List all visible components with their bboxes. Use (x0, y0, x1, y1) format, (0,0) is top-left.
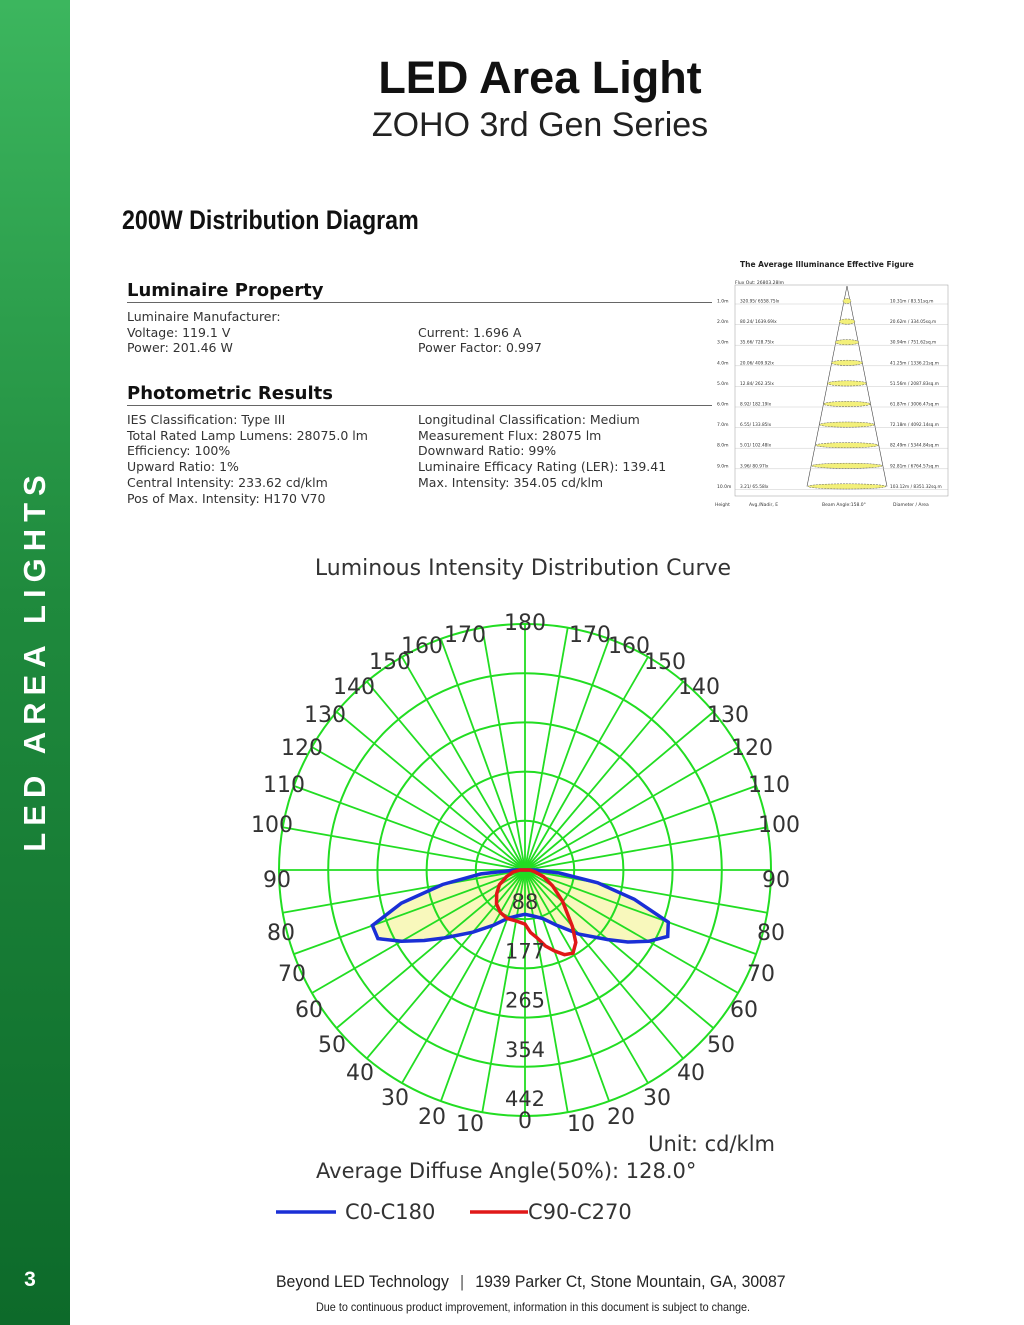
sidebar-title: LED AREA LIGHTS (17, 468, 52, 852)
illuminance-ellipse (839, 319, 855, 324)
result-line: Measurement Flux: 28075 lm (418, 427, 602, 443)
property-line (418, 309, 718, 325)
illuminance-title: The Average Illuminance Effective Figure (740, 260, 914, 269)
luminaire-property-heading: Luminaire Property (127, 280, 712, 303)
angle-label-right: 60 (730, 998, 758, 1023)
illuminance-diameter: 72.18m / 4092.14sq.m (890, 423, 939, 429)
illuminance-avg: 35.66/ 728.75lx (740, 340, 774, 346)
illuminance-ellipse (820, 422, 875, 427)
section-heading: 200W Distribution Diagram (122, 205, 419, 235)
illuminance-avg: 5.01/ 102.48lx (740, 443, 772, 449)
property-line: Current: 1.696 A (418, 324, 522, 340)
illuminance-height: 6.0m (717, 402, 729, 408)
page-subtitle: ZOHO 3rd Gen Series (371, 106, 709, 144)
distribution-curve-svg (250, 548, 810, 1238)
property-line: Power Factor: 0.997 (418, 340, 542, 356)
result-line: Total Rated Lamp Lumens: 28075.0 lm (127, 427, 368, 443)
angle-label-left: 40 (346, 1061, 374, 1086)
luminaire-property-table (127, 309, 712, 359)
illuminance-avg: 6.55/ 133.85lx (740, 423, 772, 429)
property-line: Power: 201.46 W (127, 340, 233, 356)
curve-title: Luminous Intensity Distribution Curve (314, 556, 732, 581)
angle-label-left: 170 (444, 623, 486, 648)
angle-label-left: 70 (278, 962, 306, 987)
illuminance-footer-beam: Beam Angle:158.0° (822, 503, 866, 508)
illuminance-height: 4.0m (717, 361, 729, 367)
angle-label-right: 40 (677, 1061, 705, 1086)
illuminance-ellipse (835, 340, 859, 345)
angle-label-right: 120 (731, 736, 773, 761)
illuminance-footer-height: Height (715, 503, 730, 508)
result-line: Luminaire Efficacy Rating (LER): 139.41 (418, 459, 667, 475)
illuminance-rows (717, 285, 948, 496)
illuminance-ellipse (827, 381, 866, 386)
angle-label-left: 150 (369, 650, 411, 675)
angle-label-right: 10 (567, 1112, 595, 1137)
illuminance-height: 8.0m (717, 443, 729, 449)
angle-label-left: 130 (304, 703, 346, 728)
illuminance-figure-svg (705, 258, 955, 512)
illuminance-height: 7.0m (717, 423, 729, 429)
illuminance-avg: 3.21/ 65.58lx (740, 484, 769, 490)
photometric-results-heading: Photometric Results (127, 383, 712, 406)
properties-panel (127, 280, 712, 508)
unit-label: Unit: cd/klm (648, 1132, 775, 1156)
legend-label-c0: C0-C180 (345, 1200, 436, 1224)
illuminance-flux: Flux Out: 26803.28lm (735, 281, 784, 286)
illuminance-height: 10.0m (717, 484, 732, 490)
ring-value-label: 265 (504, 988, 546, 1013)
result-line: Downward Ratio: 99% (418, 443, 557, 459)
angle-label-left: 80 (267, 921, 295, 946)
result-line: IES Classification: Type III (127, 412, 286, 427)
illuminance-avg: 3.96/ 80.97lx (740, 464, 769, 470)
illuminance-height: 3.0m (717, 340, 729, 346)
angle-label-left: 10 (456, 1112, 484, 1137)
illuminance-avg: 12.84/ 262.35lx (740, 381, 774, 387)
illuminance-footer-avg: Avg./Nadir, E (749, 503, 779, 508)
illuminance-height: 2.0m (717, 320, 729, 326)
result-line: Pos of Max. Intensity: H170 V70 (127, 490, 326, 506)
illuminance-ellipse (831, 360, 862, 365)
angle-label-right: 20 (607, 1105, 635, 1130)
illuminance-diameter: 20.62m / 334.05sq.m (890, 320, 937, 326)
angle-label-left: 50 (318, 1033, 346, 1058)
result-line: Max. Intensity: 354.05 cd/klm (418, 474, 604, 490)
average-angle-label: Average Diffuse Angle(50%): 128.0° (316, 1159, 697, 1183)
legend-label-c90: C90-C270 (528, 1200, 632, 1224)
illuminance-avg: 20.06/ 409.92lx (740, 361, 774, 367)
sidebar (0, 0, 70, 1325)
angle-label-right: 150 (644, 650, 686, 675)
angle-label-left: 110 (263, 773, 305, 798)
illuminance-height: 1.0m (717, 299, 729, 305)
illuminance-diameter: 82.49m / 5344.84sq.m (890, 443, 939, 449)
page-title: LED Area Light (378, 52, 702, 103)
ring-value-label: 442 (504, 1087, 546, 1111)
illuminance-diameter: 61.87m / 3006.47sq.m (890, 402, 939, 408)
angle-label-right: 100 (758, 813, 800, 838)
result-line: Upward Ratio: 1% (127, 459, 239, 475)
illuminance-diameter: 103.12m / 8351.32sq.m (890, 484, 942, 490)
angle-label-top: 180 (504, 611, 546, 636)
illuminance-height: 9.0m (717, 464, 729, 470)
illuminance-ellipse (812, 463, 882, 468)
illuminance-diameter: 51.56m / 2087.83sq.m (890, 381, 939, 387)
angle-label-left: 100 (251, 813, 293, 838)
ring-value-label: 177 (504, 939, 546, 964)
angle-label-right: 160 (608, 634, 650, 659)
illuminance-avg: 320.95/ 6558.75lx (740, 299, 780, 305)
angle-label-right: 70 (747, 962, 775, 987)
angle-label-right: 130 (707, 703, 749, 728)
result-line: Longitudinal Classification: Medium (418, 412, 640, 427)
footer-company: Beyond LED Technology (276, 1272, 449, 1291)
result-line: Central Intensity: 233.62 cd/klm (127, 474, 328, 490)
angle-label-right: 80 (757, 921, 785, 946)
angle-label-right: 50 (707, 1033, 735, 1058)
illuminance-avg: 8.92/ 182.19lx (740, 402, 772, 408)
illuminance-ellipse (843, 298, 851, 303)
angle-label-right: 90 (762, 868, 790, 893)
illuminance-footer-diameter: Diameter / Area (893, 503, 929, 508)
angle-label-left: 160 (401, 634, 443, 659)
footer-note: Due to continuous product improvement, information in this document is subject to change. (316, 1300, 751, 1314)
illuminance-diameter: 41.25m / 1336.21sq.m (890, 361, 939, 367)
result-line: Efficiency: 100% (127, 443, 231, 459)
angle-label-left: 140 (333, 675, 375, 700)
ring-value-label: 88 (511, 890, 539, 915)
angle-label-left: 120 (281, 736, 323, 761)
ring-value-label: 354 (504, 1037, 546, 1062)
illuminance-ellipse (816, 443, 879, 448)
angle-label-left: 30 (381, 1086, 409, 1111)
illuminance-diameter: 30.94m / 751.62sq.m (890, 340, 937, 346)
illuminance-figure (705, 258, 955, 512)
property-line: Voltage: 119.1 V (127, 324, 231, 340)
illuminance-avg: 80.24/ 1639.69lx (740, 320, 777, 326)
angle-label-left: 20 (418, 1105, 446, 1130)
distribution-curve (250, 548, 810, 1238)
angle-label-right: 110 (748, 773, 790, 798)
illuminance-diameter: 92.81m / 6764.57sq.m (890, 464, 939, 470)
illuminance-height: 5.0m (717, 381, 729, 387)
property-line: Luminaire Manufacturer: (127, 309, 281, 324)
footer-contact (276, 1272, 786, 1292)
angle-label-left: 90 (263, 868, 291, 893)
angle-label-bottom: 0 (518, 1109, 532, 1134)
angle-label-right: 170 (569, 623, 611, 648)
illuminance-diameter: 10.31m / 83.51sq.m (890, 299, 934, 305)
angle-label-right: 30 (643, 1086, 671, 1111)
footer-address: 1939 Parker Ct, Stone Mountain, GA, 30087 (475, 1272, 786, 1291)
illuminance-ellipse (808, 484, 886, 489)
footer-separator: | (460, 1272, 465, 1291)
angle-label-right: 140 (678, 675, 720, 700)
page-number: 3 (24, 1268, 36, 1291)
angle-label-left: 60 (295, 998, 323, 1023)
photometric-results-table (127, 412, 712, 508)
illuminance-ellipse (824, 401, 871, 406)
